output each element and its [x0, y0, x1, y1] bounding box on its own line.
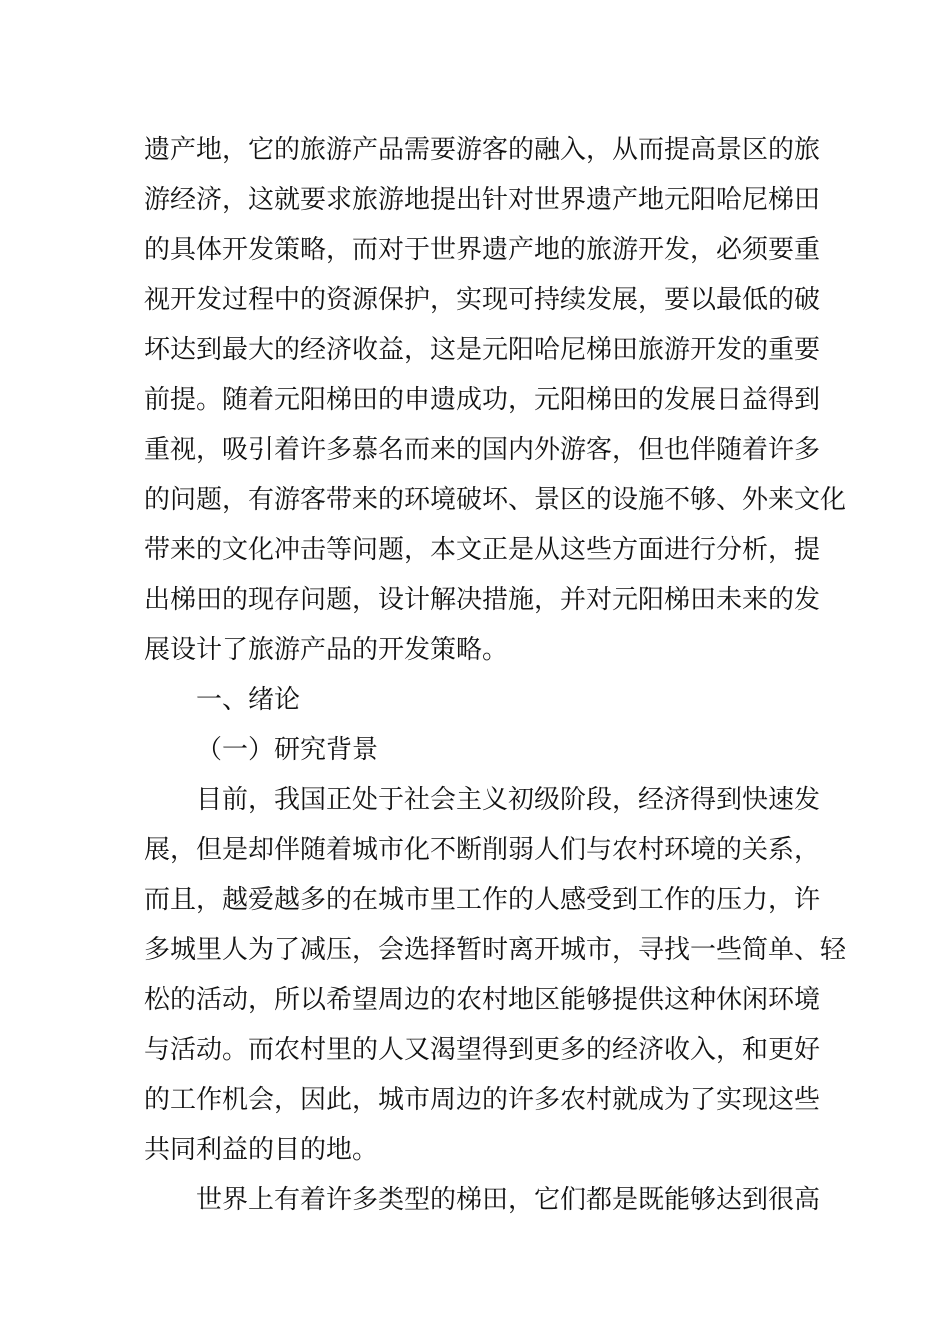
text-line: 游经济，这就要求旅游地提出针对世界遗产地元阳哈尼梯田	[144, 185, 821, 215]
text-line: 松的活动，所以希望周边的农村地区能够提供这种休闲环境	[144, 985, 821, 1015]
text-line: 展，但是却伴随着城市化不断削弱人们与农村环境的关系，	[144, 835, 821, 865]
text-line: 世界上有着许多类型的梯田，它们都是既能够达到很高	[196, 1185, 821, 1215]
text-line: 目前，我国正处于社会主义初级阶段，经济得到快速发	[196, 785, 821, 815]
text-line: 与活动。而农村里的人又渴望得到更多的经济收入，和更好	[144, 1035, 821, 1065]
text-line: 遗产地，它的旅游产品需要游客的融入，从而提高景区的旅	[144, 135, 821, 165]
text-line: 共同利益的目的地。	[144, 1135, 379, 1165]
text-line: 展设计了旅游产品的开发策略。	[144, 635, 509, 665]
text-line: 带来的文化冲击等问题，本文正是从这些方面进行分析，提	[144, 535, 821, 565]
text-line: 的工作机会，因此，城市周边的许多农村就成为了实现这些	[144, 1085, 821, 1115]
text-line: 重视，吸引着许多慕名而来的国内外游客，但也伴随着许多	[144, 435, 821, 465]
section-heading: 一、绪论	[196, 685, 301, 715]
text-line: 的具体开发策略，而对于世界遗产地的旅游开发，必须要重	[144, 235, 821, 265]
text-line: 视开发过程中的资源保护，实现可持续发展，要以最低的破	[144, 285, 821, 315]
text-line: 前提。随着元阳梯田的申遗成功，元阳梯田的发展日益得到	[144, 385, 821, 415]
text-line: 的问题，有游客带来的环境破坏、景区的设施不够、外来文化	[144, 485, 847, 515]
text-line: 出梯田的现存问题，设计解决措施，并对元阳梯田未来的发	[144, 585, 821, 615]
text-line: 多城里人为了减压，会选择暂时离开城市，寻找一些简单、轻	[144, 935, 847, 965]
subsection-heading: （一）研究背景	[196, 735, 379, 765]
text-line: 而且，越爱越多的在城市里工作的人感受到工作的压力，许	[144, 885, 821, 915]
text-line: 坏达到最大的经济收益，这是元阳哈尼梯田旅游开发的重要	[144, 335, 821, 365]
